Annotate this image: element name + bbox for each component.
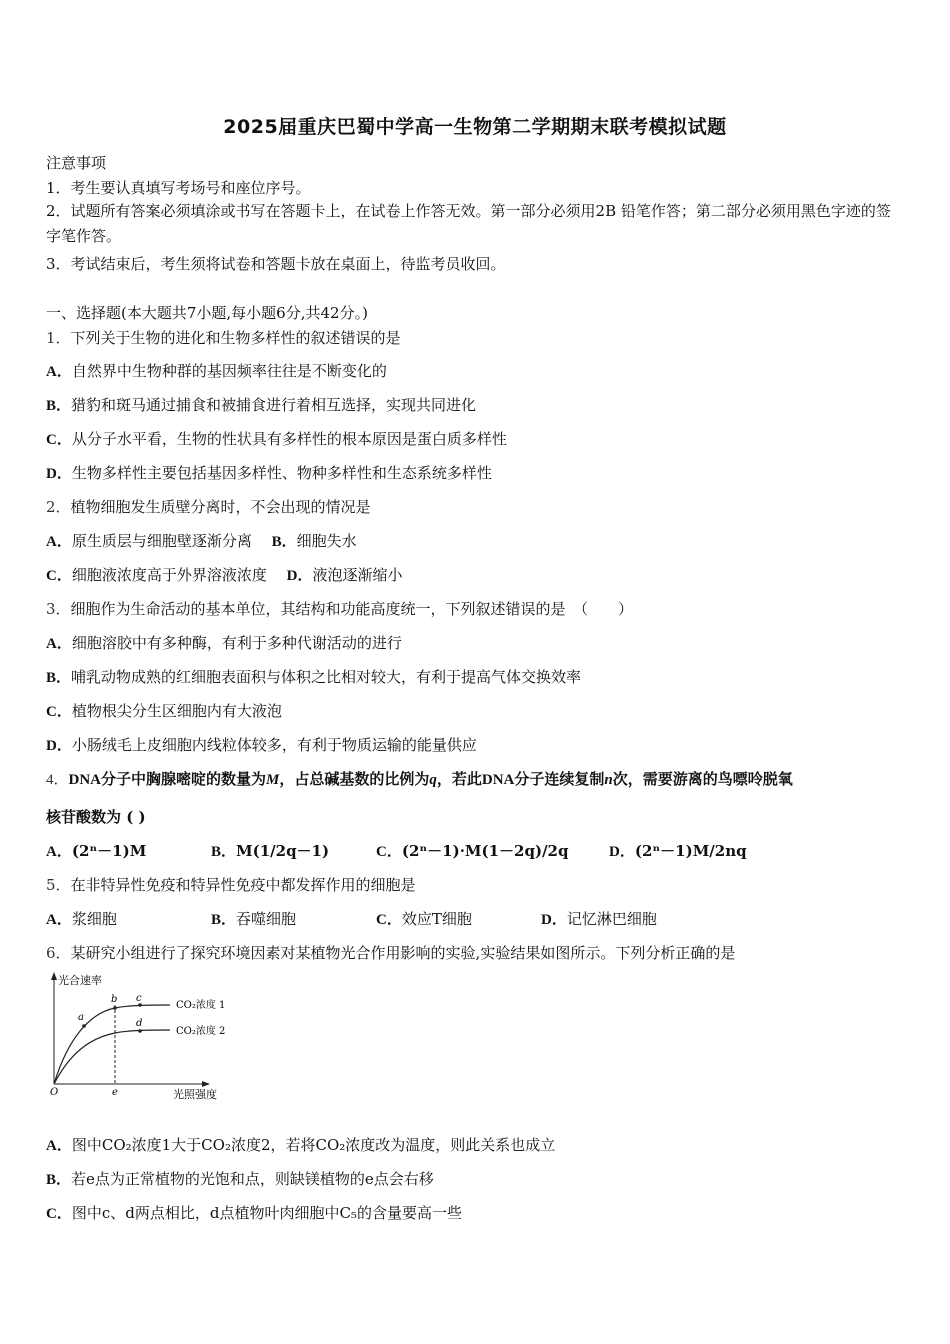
label-c: c	[136, 993, 142, 1004]
option-2b: B．细胞失水	[271, 532, 357, 550]
section-heading: 一、选择题(本大题共7小题,每小题6分,共42分。)	[46, 304, 368, 322]
label-e: e	[112, 1087, 118, 1098]
option-3b: B．哺乳动物成熟的红细胞表面积与体积之比相对较大，有利于提高气体交换效率	[46, 668, 582, 686]
option-1b: B．猎豹和斑马通过捕食和被捕食进行着相互选择，实现共同进化	[46, 396, 477, 414]
label-a: a	[78, 1012, 84, 1023]
notice-heading: 注意事项	[46, 154, 107, 172]
point-b	[113, 1006, 117, 1010]
question-number: 3．	[46, 600, 71, 618]
option-5b: B．吞噬细胞	[211, 910, 297, 928]
option-4a: A．(2ⁿ－1)M	[46, 842, 147, 860]
option-6b: B．若e点为正常植物的光饱和点，则缺镁植物的e点会右移	[46, 1170, 434, 1188]
curve2-label: CO₂浓度 2	[176, 1026, 226, 1037]
option-3c: C．植物根尖分生区细胞内有大液泡	[46, 702, 282, 720]
option-4d: D．(2ⁿ－1)M/2nq	[609, 842, 747, 860]
curve-co2-2	[54, 1030, 170, 1084]
option-6c: C．图中c、d两点相比，d点植物叶肉细胞中C₅的含量要高一些	[46, 1204, 462, 1222]
option-row-4	[46, 840, 747, 861]
option-1c: C．从分子水平看，生物的性状具有多样性的根本原因是蛋白质多样性	[46, 430, 507, 448]
option-row-5	[46, 908, 657, 929]
label-d: d	[136, 1018, 143, 1029]
origin-label: O	[50, 1087, 59, 1098]
question-4-stem-line2: 核苷酸数为 ( )	[46, 808, 146, 826]
option-1d: D．生物多样性主要包括基因多样性、物种多样性和生态系统多样性	[46, 464, 492, 482]
y-label: 光合速率	[58, 974, 102, 987]
option-3d: D．小肠绒毛上皮细胞内线粒体较多，有利于物质运输的能量供应	[46, 736, 477, 754]
option-2c: C．细胞液浓度高于外界溶液浓度	[46, 566, 267, 584]
option-row-2cd	[46, 564, 403, 585]
page-title: 2025届重庆巴蜀中学高一生物第二学期期末联考模拟试题	[223, 116, 727, 138]
option-5c: C．效应T细胞	[376, 910, 472, 928]
option-3a: A．细胞溶胶中有多种酶，有利于多种代谢活动的进行	[46, 634, 402, 652]
option-5d: D．记忆淋巴细胞	[541, 910, 657, 928]
x-axis-arrow	[202, 1081, 210, 1087]
question-4-stem: 4．DNA分子中胸腺嘧啶的数量为M，占总碱基数的比例为q，若此DNA分子连续复制n次，需要游离的鸟嘌呤脱氧	[46, 772, 793, 788]
option-6a: A．图中CO₂浓度1大于CO₂浓度2，若将CO₂浓度改为温度，则此关系也成立	[46, 1136, 556, 1154]
y-axis-arrow	[51, 972, 57, 980]
option-5a: A．浆细胞	[46, 910, 117, 928]
x-label: 光照强度	[173, 1088, 217, 1101]
curve-co2-1	[54, 1005, 170, 1084]
option-2a: A．原生质层与细胞壁逐渐分离	[46, 532, 252, 550]
option-1a: A．自然界中生物种群的基因频率往往是不断变化的	[46, 362, 387, 380]
question-1-stem: 1．下列关于生物的进化和生物多样性的叙述错误的是	[46, 329, 401, 347]
option-row-2ab	[46, 530, 357, 551]
question-2-stem: 2．植物细胞发生质壁分离时，不会出现的情况是	[46, 498, 371, 516]
option-2d: D．液泡逐渐缩小	[286, 566, 403, 584]
notice-item: 2．试题所有答案必须填涂或书写在答题卡上，在试卷上作答无效。第一部分必须用2B 铅笔作答；第二部分必须用黑色字迹的签字笔作答。	[46, 202, 891, 245]
label-b: b	[111, 994, 118, 1005]
question-number: 5．	[46, 876, 71, 894]
question-number: 2．	[46, 498, 71, 516]
question-number: 1．	[46, 329, 71, 347]
point-d	[138, 1029, 142, 1033]
photosynthesis-figure	[40, 968, 250, 1108]
question-5-stem: 5．在非特异性免疫和特异性免疫中都发挥作用的细胞是	[46, 876, 416, 894]
point-a	[82, 1024, 86, 1028]
curve1-label: CO₂浓度 1	[176, 1000, 226, 1011]
question-3-stem: 3．细胞作为生命活动的基本单位，其结构和功能高度统一，下列叙述错误的是 （ ）	[46, 600, 634, 618]
notice-item: 1．考生要认真填写考场号和座位序号。	[46, 179, 311, 197]
question-number: 4．	[46, 772, 69, 788]
notice-item: 3．考试结束后，考生须将试卷和答题卡放在桌面上，待监考员收回。	[46, 255, 506, 273]
question-number: 6．	[46, 944, 71, 962]
option-4c: C．(2ⁿ－1)·M(1－2q)/2q	[376, 842, 569, 860]
option-4b: B．M(1/2q－1)	[211, 842, 330, 860]
question-6-stem: 6．某研究小组进行了探究环境因素对某植物光合作用影响的实验,实验结果如图所示。下列分析正确的是	[46, 944, 736, 962]
